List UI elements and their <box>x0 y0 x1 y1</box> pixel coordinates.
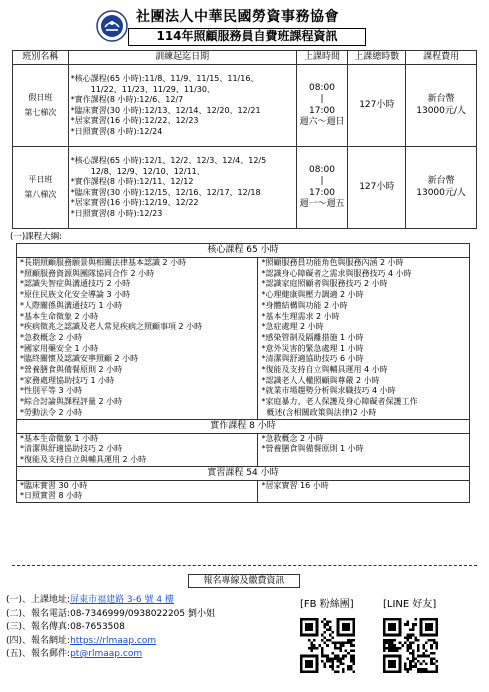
phone-value: 08-7346999/0938022205 劉小姐 <box>70 608 215 619</box>
time-end: 17:00 <box>309 105 335 116</box>
core-course-right <box>258 258 470 420</box>
course-item: *清潔與舒適協助技巧 6 小時 <box>261 354 364 364</box>
course-item: *認識身心障礙者之需求與服務技巧 4 小時 <box>261 268 412 278</box>
fee-currency: 新台幣 <box>427 176 455 187</box>
class-batch: 第七梯次 <box>24 108 57 117</box>
fee-cell <box>406 147 477 229</box>
course-item: *營養膳食與備餐原則 1 小時 <box>261 444 364 454</box>
col-header-class: 班別名稱 <box>13 51 69 65</box>
course-item: *臨床實習 30 小時 <box>20 480 88 490</box>
course-item: *照顧服務員功能角色與服務內涵 2 小時 <box>261 258 404 267</box>
course-item: *臨終關懷及認識安寧照顧 2 小時 <box>20 354 139 364</box>
col-header-time: 上課時間 <box>296 51 348 65</box>
course-item: *認識老人人權照顧與尊嚴 2 小時 <box>261 375 380 385</box>
course-item: *意外災害的緊急處理 1 小時 <box>261 343 364 353</box>
class-name-cell <box>13 65 69 147</box>
page-title: 114年照顧服務員自費班課程資訊 <box>128 28 366 46</box>
course-item: *照顧服務資源與團隊協同合作 2 小時 <box>20 268 155 278</box>
practice-course-title: 實作課程 8 小時 <box>17 419 470 433</box>
fee-cell <box>406 65 477 147</box>
course-item: *營養膳食與備餐原則 2 小時 <box>20 365 123 375</box>
schedule-row-weekday <box>13 147 477 229</box>
organization-name: 社團法人中華民國勞資事務協會 <box>136 9 339 25</box>
course-outline-table <box>16 243 470 503</box>
internship-course-right <box>258 480 470 502</box>
date-line: *實作課程(8 小時):12/6、12/7 <box>70 95 184 104</box>
training-dates-cell <box>68 147 296 229</box>
date-line: *日照實習(8 小時):12/24 <box>70 126 163 136</box>
date-line: *臨床實習(30 小時):12/15、12/16、12/17、12/18 <box>70 187 261 197</box>
course-item: *基本生命徵象 2 小時 <box>20 311 99 321</box>
course-item: *家庭暴力、老人保護及身心障礙者保護工作 <box>261 397 418 407</box>
website-link[interactable]: https://rlmaap.com <box>70 635 157 646</box>
course-item: *基本生命徵象 1 小時 <box>20 433 99 443</box>
email-label: (五)、報名郵件: <box>6 649 71 659</box>
course-item: *日照實習 8 小時 <box>20 491 83 501</box>
course-item: *國家用藥安全 1 小時 <box>20 343 99 353</box>
course-item: *人際關係與溝通技巧 1 小時 <box>20 300 123 310</box>
time-separator: | <box>320 94 324 105</box>
course-item: *疾病徵兆之認識及老人常見疾病之照顧事項 2 小時 <box>20 322 203 332</box>
col-header-fee: 課程費用 <box>406 51 477 65</box>
practice-course-left <box>17 433 258 466</box>
core-course-left <box>17 258 258 420</box>
date-line: 11/22、11/23、11/29、11/30、 <box>90 84 215 94</box>
course-item: *長期照顧服務願景與相關法律基本認識 2 小時 <box>20 258 187 267</box>
course-item: 概述(含相關政策與法律)2 小時 <box>261 407 377 417</box>
schedule-table <box>12 50 477 229</box>
address-row <box>6 594 215 608</box>
fax-value: 08-7653508 <box>70 622 125 632</box>
time-end: 17:00 <box>309 187 335 198</box>
class-days: 週六～週日 <box>299 116 345 127</box>
fee-amount: 13000元/人 <box>416 105 466 116</box>
practice-course-right <box>258 433 470 466</box>
fee-amount: 13000元/人 <box>416 187 466 198</box>
total-hours-cell: 127小時 <box>348 65 406 147</box>
internship-course-title: 實習課程 54 小時 <box>17 466 470 480</box>
col-header-dates: 訓練起迄日期 <box>68 51 296 65</box>
course-item: *就業市場趨勢分析與求職技巧 4 小時 <box>261 386 396 396</box>
line-label: [LINE 好友] <box>383 599 437 610</box>
fee-currency: 新台幣 <box>427 94 455 105</box>
class-type: 平日班 <box>28 175 53 184</box>
email-row <box>6 648 215 662</box>
address-label: (一)、上課地址: <box>6 595 71 605</box>
class-time-cell <box>296 147 348 229</box>
course-item: *認識失智症與溝通技巧 2 小時 <box>20 279 131 289</box>
section-divider <box>12 565 477 566</box>
phone-row <box>6 608 215 622</box>
fax-label: (三)、報名傳真: <box>6 622 71 632</box>
fax-row <box>6 621 215 635</box>
time-start: 08:00 <box>309 165 335 175</box>
fb-label: [FB 粉絲團] <box>300 599 354 610</box>
class-batch: 第八梯次 <box>24 190 57 199</box>
time-start: 08:00 <box>309 83 335 93</box>
course-item: *復能及支持自立與輔具運用 4 小時 <box>261 365 388 375</box>
email-link[interactable]: pt@rlmaap.com <box>70 649 143 659</box>
date-line: *居家實習(16 小時):12/22、12/23 <box>70 116 199 125</box>
document-header <box>96 8 396 50</box>
course-item: *急症處理 2 小時 <box>261 322 324 332</box>
course-item: *綜合討論與課程評量 2 小時 <box>20 397 123 407</box>
course-item: *居家實習 16 小時 <box>261 480 329 490</box>
core-course-title: 核心課程 65 小時 <box>17 244 470 258</box>
address-link[interactable]: 屏東市福建路 3-6 號 4 樓 <box>70 595 174 605</box>
course-item: *基本生理需求 2 小時 <box>261 311 340 321</box>
course-item: *認識家庭照顧者與服務技巧 2 小時 <box>261 279 388 289</box>
fb-qr-code-icon[interactable] <box>300 618 355 673</box>
schedule-header-row <box>13 51 477 65</box>
association-logo <box>96 10 128 42</box>
class-days: 週一～週五 <box>299 198 345 209</box>
course-item: *清潔與舒適協助技巧 2 小時 <box>20 444 123 454</box>
registration-info <box>6 594 215 662</box>
line-qr-code-icon[interactable] <box>383 618 438 673</box>
course-item: *心理健康與壓力調適 2 小時 <box>261 290 364 300</box>
course-item: *急救概念 2 小時 <box>261 433 324 443</box>
schedule-row-weekend <box>13 65 477 147</box>
date-line: *臨床實習(30 小時):12/13、12/14、12/20、12/21 <box>70 105 261 115</box>
website-label: (四)、報名網址: <box>6 635 71 646</box>
date-line: *核心課程(65 小時):12/1、12/2、12/3、12/4、12/5 <box>70 156 267 165</box>
course-item: *性別平等 3 小時 <box>20 386 83 396</box>
internship-course-left <box>17 480 258 502</box>
date-line: 12/8、12/9、12/10、12/11、 <box>90 166 205 176</box>
col-header-hours: 上課總時數 <box>348 51 406 65</box>
class-name-cell <box>13 147 69 229</box>
class-type: 假日班 <box>28 93 53 102</box>
phone-label: (二)、報名電話: <box>6 608 71 619</box>
date-line: *居家實習(16 小時):12/19、12/22 <box>70 198 199 207</box>
course-item: *家務處理協助技巧 1 小時 <box>20 375 115 385</box>
date-line: *日照實習(8 小時):12/23 <box>70 208 163 218</box>
total-hours-cell: 127小時 <box>348 147 406 229</box>
course-item: *原住民族文化安全導論 3 小時 <box>20 290 131 300</box>
class-time-cell <box>296 65 348 147</box>
training-dates-cell <box>68 65 296 147</box>
course-item: *身體結構與功能 2 小時 <box>261 300 348 310</box>
course-item: *急救概念 2 小時 <box>20 332 83 342</box>
course-item: *感染管制及隔離措施 1 小時 <box>261 332 364 342</box>
registration-title: 報名專線及繳費資訊 <box>188 574 300 588</box>
course-item: *勞動法令 2 小時 <box>20 407 83 417</box>
course-outline-label: (一)課程大綱: <box>10 232 62 242</box>
website-row <box>6 635 215 649</box>
date-line: *核心課程(65 小時):11/8、11/9、11/15、11/16、 <box>70 74 259 83</box>
time-separator: | <box>320 176 324 187</box>
date-line: *實作課程(8 小時):12/11、12/12 <box>70 177 194 186</box>
course-item: *復能及支持自立與輔具運用 2 小時 <box>20 454 147 464</box>
